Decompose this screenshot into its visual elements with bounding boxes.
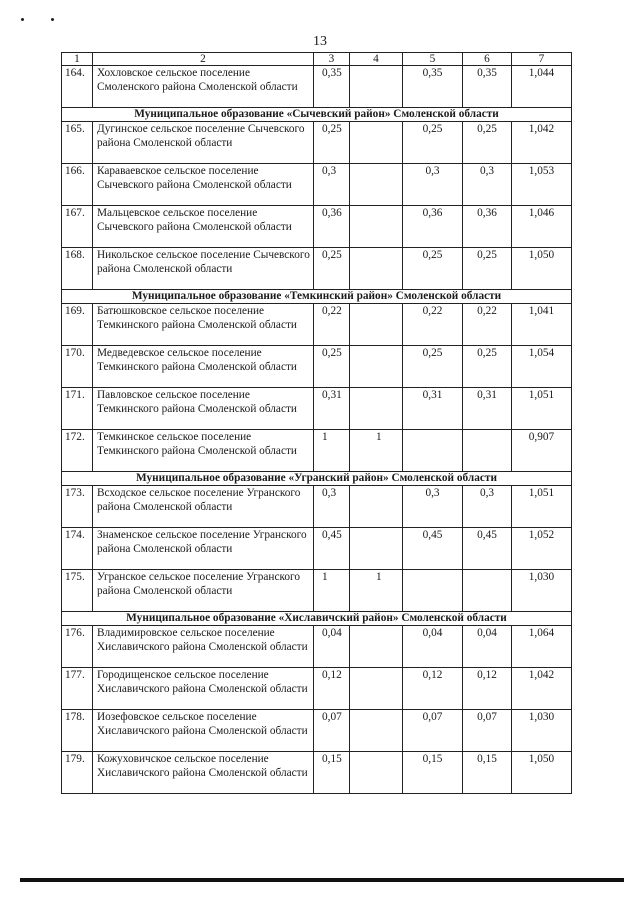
column-4-cell [350,248,403,290]
settlement-name-cell: Павловское сельское поселение Темкинского района Смоленской области [93,388,314,430]
column-4-cell [350,164,403,206]
column-5-cell [403,430,463,472]
settlement-name-cell: Темкинское сельское поселение Темкинского района Смоленской области [93,430,314,472]
column-6-cell: 0,45 [463,528,512,570]
settlement-name-cell: Угранское сельское поселение Угранского района Смоленской области [93,570,314,612]
section-title: Муниципальное образование «Хиславичский район» Смоленской области [62,612,572,626]
table-row [62,122,572,164]
column-header: 1 [62,53,93,66]
column-3-cell: 0,25 [314,122,350,164]
section-title: Муниципальное образование «Угранский район» Смоленской области [62,472,572,486]
table-row [62,206,572,248]
column-4-cell [350,304,403,346]
column-6-cell: 0,31 [463,388,512,430]
column-7-cell: 1,051 [512,486,572,528]
column-7-cell: 1,030 [512,710,572,752]
column-6-cell: 0,35 [463,66,512,108]
column-5-cell: 0,25 [403,248,463,290]
column-7-cell: 1,064 [512,626,572,668]
column-6-cell: 0,3 [463,164,512,206]
column-3-cell: 0,07 [314,710,350,752]
settlement-name-cell: Кожуховичское сельское поселение Хиславичского района Смоленской области [93,752,314,794]
column-3-cell: 0,12 [314,668,350,710]
column-4-cell [350,388,403,430]
column-4-cell: 1 [350,570,403,612]
column-7-cell: 1,046 [512,206,572,248]
column-7-cell: 1,044 [512,66,572,108]
column-header: 2 [93,53,314,66]
column-3-cell: 0,36 [314,206,350,248]
column-5-cell: 0,04 [403,626,463,668]
column-5-cell: 0,25 [403,346,463,388]
column-4-cell [350,668,403,710]
column-3-cell: 0,35 [314,66,350,108]
row-number-cell: 174. [62,528,93,570]
table-row [62,528,572,570]
column-5-cell [403,570,463,612]
section-header-row [62,108,572,122]
section-title: Муниципальное образование «Сычевский район» Смоленской области [62,108,572,122]
row-number-cell: 178. [62,710,93,752]
column-6-cell [463,430,512,472]
column-6-cell: 0,22 [463,304,512,346]
column-4-cell [350,66,403,108]
section-header-row [62,290,572,304]
column-header: 6 [463,53,512,66]
table-row [62,304,572,346]
column-4-cell [350,122,403,164]
column-7-cell: 1,050 [512,248,572,290]
row-number-cell: 170. [62,346,93,388]
table-row [62,66,572,108]
column-7-cell: 1,042 [512,668,572,710]
column-5-cell: 0,36 [403,206,463,248]
column-6-cell: 0,3 [463,486,512,528]
section-title: Муниципальное образование «Темкинский район» Смоленской области [62,290,572,304]
settlement-name-cell: Владимировское сельское поселение Хиславичского района Смоленской области [93,626,314,668]
column-3-cell: 0,15 [314,752,350,794]
row-number-cell: 172. [62,430,93,472]
table-row [62,668,572,710]
table-row [62,570,572,612]
column-6-cell: 0,07 [463,710,512,752]
column-6-cell: 0,36 [463,206,512,248]
column-5-cell: 0,3 [403,486,463,528]
settlement-name-cell: Караваевское сельское поселение Сычевского района Смоленской области [93,164,314,206]
settlement-name-cell: Иозефовское сельское поселение Хиславичского района Смоленской области [93,710,314,752]
row-number-cell: 177. [62,668,93,710]
column-header: 3 [314,53,350,66]
row-number-cell: 171. [62,388,93,430]
row-number-cell: 173. [62,486,93,528]
table-row [62,248,572,290]
column-7-cell: 1,051 [512,388,572,430]
settlements-table [61,52,572,794]
settlement-name-cell: Медведевское сельское поселение Темкинского района Смоленской области [93,346,314,388]
column-6-cell [463,570,512,612]
settlement-name-cell: Городищенское сельское поселение Хиславичского района Смоленской области [93,668,314,710]
column-4-cell [350,752,403,794]
column-7-cell: 1,054 [512,346,572,388]
table-row [62,486,572,528]
row-number-cell: 179. [62,752,93,794]
column-4-cell: 1 [350,430,403,472]
row-number-cell: 175. [62,570,93,612]
column-7-cell: 1,052 [512,528,572,570]
section-header-row [62,612,572,626]
column-6-cell: 0,04 [463,626,512,668]
column-5-cell: 0,3 [403,164,463,206]
column-number-row [62,53,572,66]
column-4-cell [350,528,403,570]
table-row [62,710,572,752]
column-4-cell [350,486,403,528]
table-row [62,430,572,472]
column-3-cell: 0,31 [314,388,350,430]
settlement-name-cell: Батюшковское сельское поселение Темкинского района Смоленской области [93,304,314,346]
settlement-name-cell: Никольское сельское поселение Сычевского района Смоленской области [93,248,314,290]
table-body [62,66,572,794]
column-4-cell [350,346,403,388]
row-number-cell: 164. [62,66,93,108]
table-row [62,346,572,388]
column-4-cell [350,710,403,752]
settlement-name-cell: Знаменское сельское поселение Угранского района Смоленской области [93,528,314,570]
scan-speck [51,18,54,21]
table-row [62,626,572,668]
column-4-cell [350,626,403,668]
column-3-cell: 0,25 [314,248,350,290]
column-5-cell: 0,31 [403,388,463,430]
column-7-cell: 1,030 [512,570,572,612]
column-3-cell: 0,22 [314,304,350,346]
column-5-cell: 0,12 [403,668,463,710]
row-number-cell: 169. [62,304,93,346]
settlement-name-cell: Хохловское сельское поселение Смоленского района Смоленской области [93,66,314,108]
page-number: 13 [313,34,327,49]
column-7-cell: 1,050 [512,752,572,794]
column-3-cell: 0,3 [314,486,350,528]
column-7-cell: 1,042 [512,122,572,164]
scan-speck [21,18,24,21]
column-3-cell: 0,04 [314,626,350,668]
section-header-row [62,472,572,486]
column-7-cell: 1,041 [512,304,572,346]
settlement-name-cell: Дугинское сельское поселение Сычевского района Смоленской области [93,122,314,164]
column-3-cell: 1 [314,430,350,472]
column-5-cell: 0,15 [403,752,463,794]
column-3-cell: 0,45 [314,528,350,570]
column-5-cell: 0,45 [403,528,463,570]
table-row [62,388,572,430]
column-6-cell: 0,25 [463,248,512,290]
column-header: 4 [350,53,403,66]
column-3-cell: 0,3 [314,164,350,206]
column-header: 7 [512,53,572,66]
column-5-cell: 0,25 [403,122,463,164]
settlement-name-cell: Мальцевское сельское поселение Сычевского района Смоленской области [93,206,314,248]
column-6-cell: 0,25 [463,122,512,164]
row-number-cell: 168. [62,248,93,290]
column-7-cell: 0,907 [512,430,572,472]
column-3-cell: 1 [314,570,350,612]
column-6-cell: 0,25 [463,346,512,388]
column-5-cell: 0,07 [403,710,463,752]
column-5-cell: 0,35 [403,66,463,108]
column-6-cell: 0,15 [463,752,512,794]
settlement-name-cell: Всходское сельское поселение Угранского района Смоленской области [93,486,314,528]
row-number-cell: 167. [62,206,93,248]
column-3-cell: 0,25 [314,346,350,388]
column-header: 5 [403,53,463,66]
row-number-cell: 165. [62,122,93,164]
row-number-cell: 176. [62,626,93,668]
column-7-cell: 1,053 [512,164,572,206]
column-5-cell: 0,22 [403,304,463,346]
column-4-cell [350,206,403,248]
row-number-cell: 166. [62,164,93,206]
column-6-cell: 0,12 [463,668,512,710]
table-row [62,164,572,206]
bottom-rule [20,878,624,882]
table-row [62,752,572,794]
